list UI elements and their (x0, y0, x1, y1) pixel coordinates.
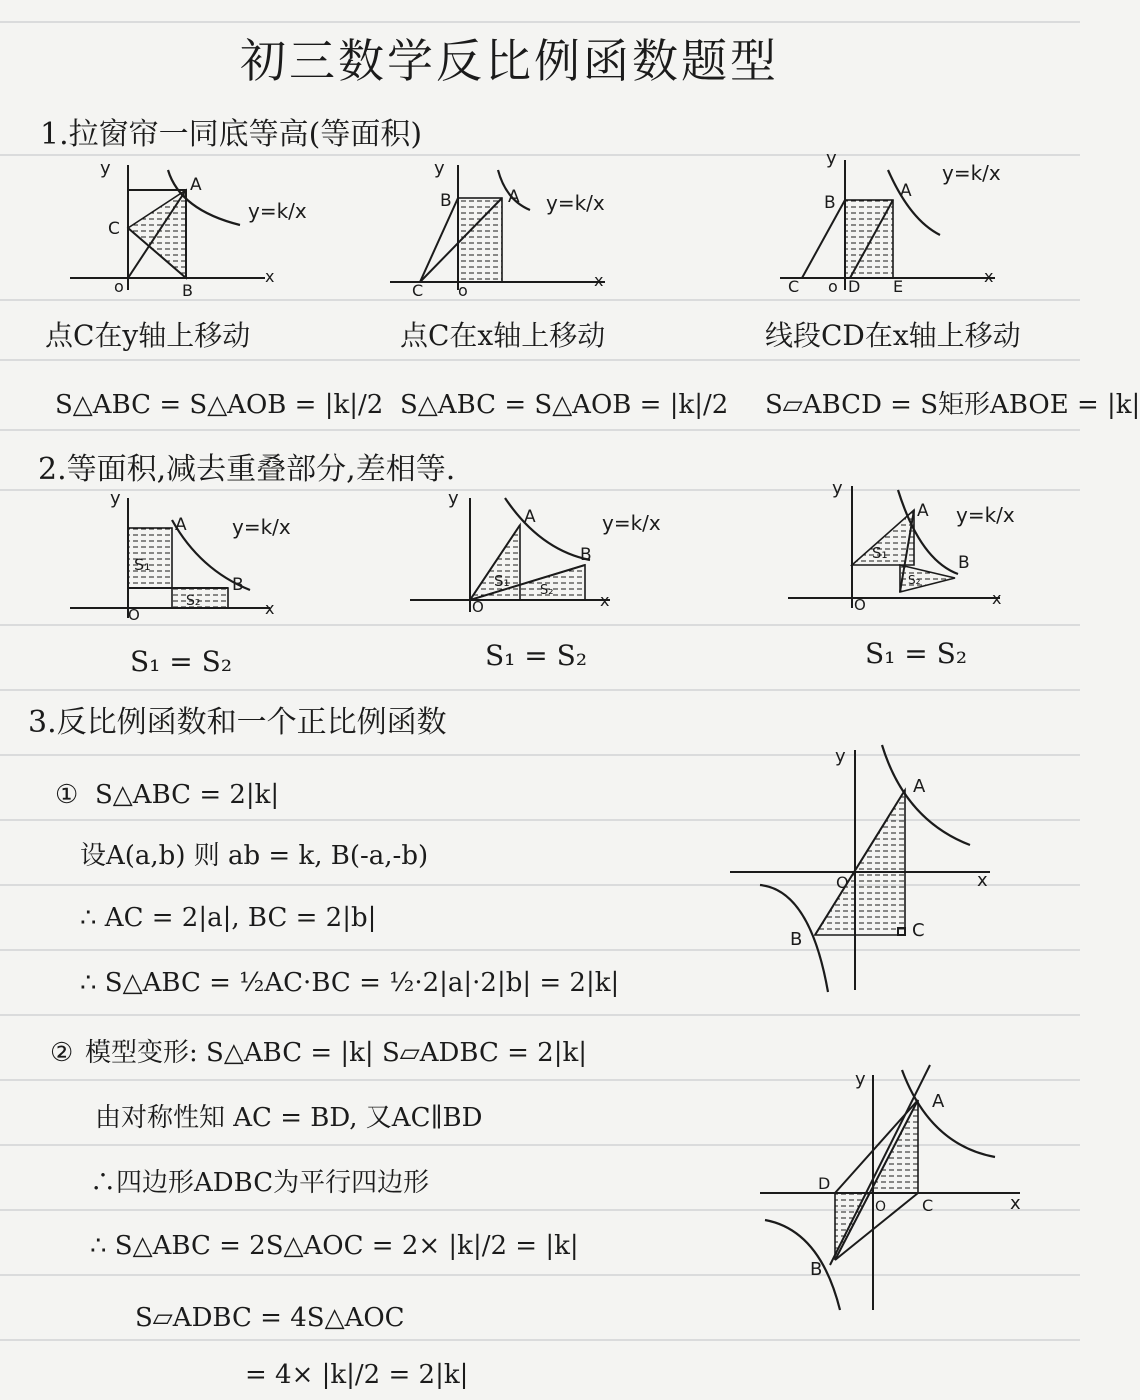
part2-step2: ∴四边形ADBC为平行四边形 (90, 1168, 430, 1198)
figure-1a (60, 150, 307, 300)
part1-label: ① (55, 780, 79, 810)
figure-label: C (788, 277, 800, 296)
part2-step4: S▱ADBC = 4S△AOC (135, 1303, 405, 1333)
figure-label: S₁ (494, 572, 510, 590)
part1-step1: 设A(a,b) 则 ab = k, B(-a,-b) (80, 841, 429, 871)
page-title: 初三数学反比例函数题型 (240, 34, 779, 88)
caption-1a: 点C在y轴上移动 (45, 319, 251, 352)
part1-step2: ∴ AC = 2|a|, BC = 2|b| (80, 903, 377, 933)
figure-label: o (828, 277, 838, 296)
figure-label: B (810, 1259, 823, 1280)
label-b: B (182, 281, 193, 300)
formula-1a: S△ABC = S△AOB = |k|/2 (55, 390, 384, 420)
part2-heading: 模型变形: S△ABC = |k| S▱ADBC = 2|k| (85, 1038, 587, 1068)
figure-label: D (848, 277, 861, 296)
figure-label: B (440, 191, 452, 211)
figure-2a (60, 488, 291, 624)
figure-label: y=k/x (942, 161, 1001, 185)
figure-label: B (790, 929, 803, 950)
figure-label: x (265, 599, 275, 618)
figure-label: y (832, 478, 843, 499)
figure-label: B (580, 545, 592, 565)
figure-label: C (922, 1196, 934, 1215)
figure-2c (780, 480, 1040, 620)
figure-label: y=k/x (232, 515, 291, 539)
figure-label: x (594, 271, 604, 290)
part2-label: ② (50, 1038, 74, 1068)
figure-label: S₁ (134, 555, 151, 574)
figure-label: x (992, 589, 1002, 608)
figure-label: O (875, 1199, 887, 1215)
figure-label: A (175, 515, 187, 535)
part1-area: S△ABC = 2|k| (95, 780, 280, 810)
figure-label: x (977, 870, 988, 891)
figure-label: A (524, 507, 536, 527)
label-c: C (108, 219, 120, 239)
formula-1c: S▱ABCD = S矩形ABOE = |k| (765, 390, 1140, 420)
figure-label: S₁ (872, 544, 888, 562)
figure-label: y (434, 158, 445, 179)
figure-label: S₂ (908, 573, 921, 587)
figure-1c (770, 150, 1030, 300)
result-2c: S₁ = S₂ (865, 637, 968, 670)
figure-label: y (855, 1069, 866, 1090)
label-x: x (265, 267, 275, 286)
section1-heading: 1.拉窗帘一同底等高(等面积) (40, 117, 423, 152)
label-func: y=k/x (248, 199, 307, 223)
figure-label: y (448, 488, 459, 509)
formula-1b: S△ABC = S△AOB = |k|/2 (400, 390, 729, 420)
part2-step3: ∴ S△ABC = 2S△AOC = 2× |k|/2 = |k| (90, 1231, 579, 1261)
figure-label: x (1010, 1193, 1021, 1214)
figure-label: x (600, 591, 610, 610)
figure-1b (380, 150, 620, 300)
label-o: o (114, 277, 124, 296)
part2-step5: = 4× |k|/2 = 2|k| (245, 1360, 469, 1390)
figure-label: S₂ (540, 583, 554, 598)
figure-label: y=k/x (602, 511, 661, 535)
figure-label: y=k/x (956, 503, 1015, 527)
figure-label: x (984, 267, 994, 286)
figure-label: A (917, 501, 929, 521)
figure-label: O (472, 598, 484, 616)
part1-step3: ∴ S△ABC = ½AC·BC = ½·2|a|·2|b| = 2|k| (80, 968, 620, 998)
figure-label: D (818, 1174, 831, 1193)
figure-label: y (110, 488, 121, 509)
figure-label: y (835, 746, 846, 767)
figure-label: S₂ (186, 593, 201, 609)
result-2b: S₁ = S₂ (485, 639, 588, 672)
figure-label: y (826, 148, 837, 169)
figure-label: y=k/x (546, 191, 605, 215)
section3-heading: 3.反比例函数和一个正比例函数 (28, 705, 447, 740)
label-a: A (190, 175, 202, 195)
figure-label: E (893, 277, 904, 296)
figure-label: B (958, 553, 970, 573)
figure-label: B (232, 575, 244, 595)
caption-1c: 线段CD在x轴上移动 (765, 319, 1021, 352)
figure-label: O (836, 873, 849, 892)
figure-2b (400, 490, 660, 620)
figure-label: A (508, 187, 520, 207)
figure-label: C (412, 281, 424, 300)
figure-label: A (932, 1091, 945, 1112)
figure-label: A (900, 181, 912, 201)
figure-label: o (458, 281, 468, 300)
figure-3a (730, 740, 1030, 995)
figure-label: O (854, 596, 866, 614)
caption-1b: 点C在x轴上移动 (400, 319, 606, 352)
figure-label: O (128, 606, 140, 624)
label-y: y (100, 158, 111, 179)
figure-label: A (913, 776, 926, 797)
figure-3b (760, 1065, 1040, 1315)
figure-label: C (912, 920, 925, 941)
figure-label: B (824, 193, 836, 213)
result-2a: S₁ = S₂ (130, 645, 233, 678)
part2-step1: 由对称性知 AC = BD, 又AC∥BD (95, 1103, 483, 1133)
section2-heading: 2.等面积,减去重叠部分,差相等. (38, 452, 456, 487)
